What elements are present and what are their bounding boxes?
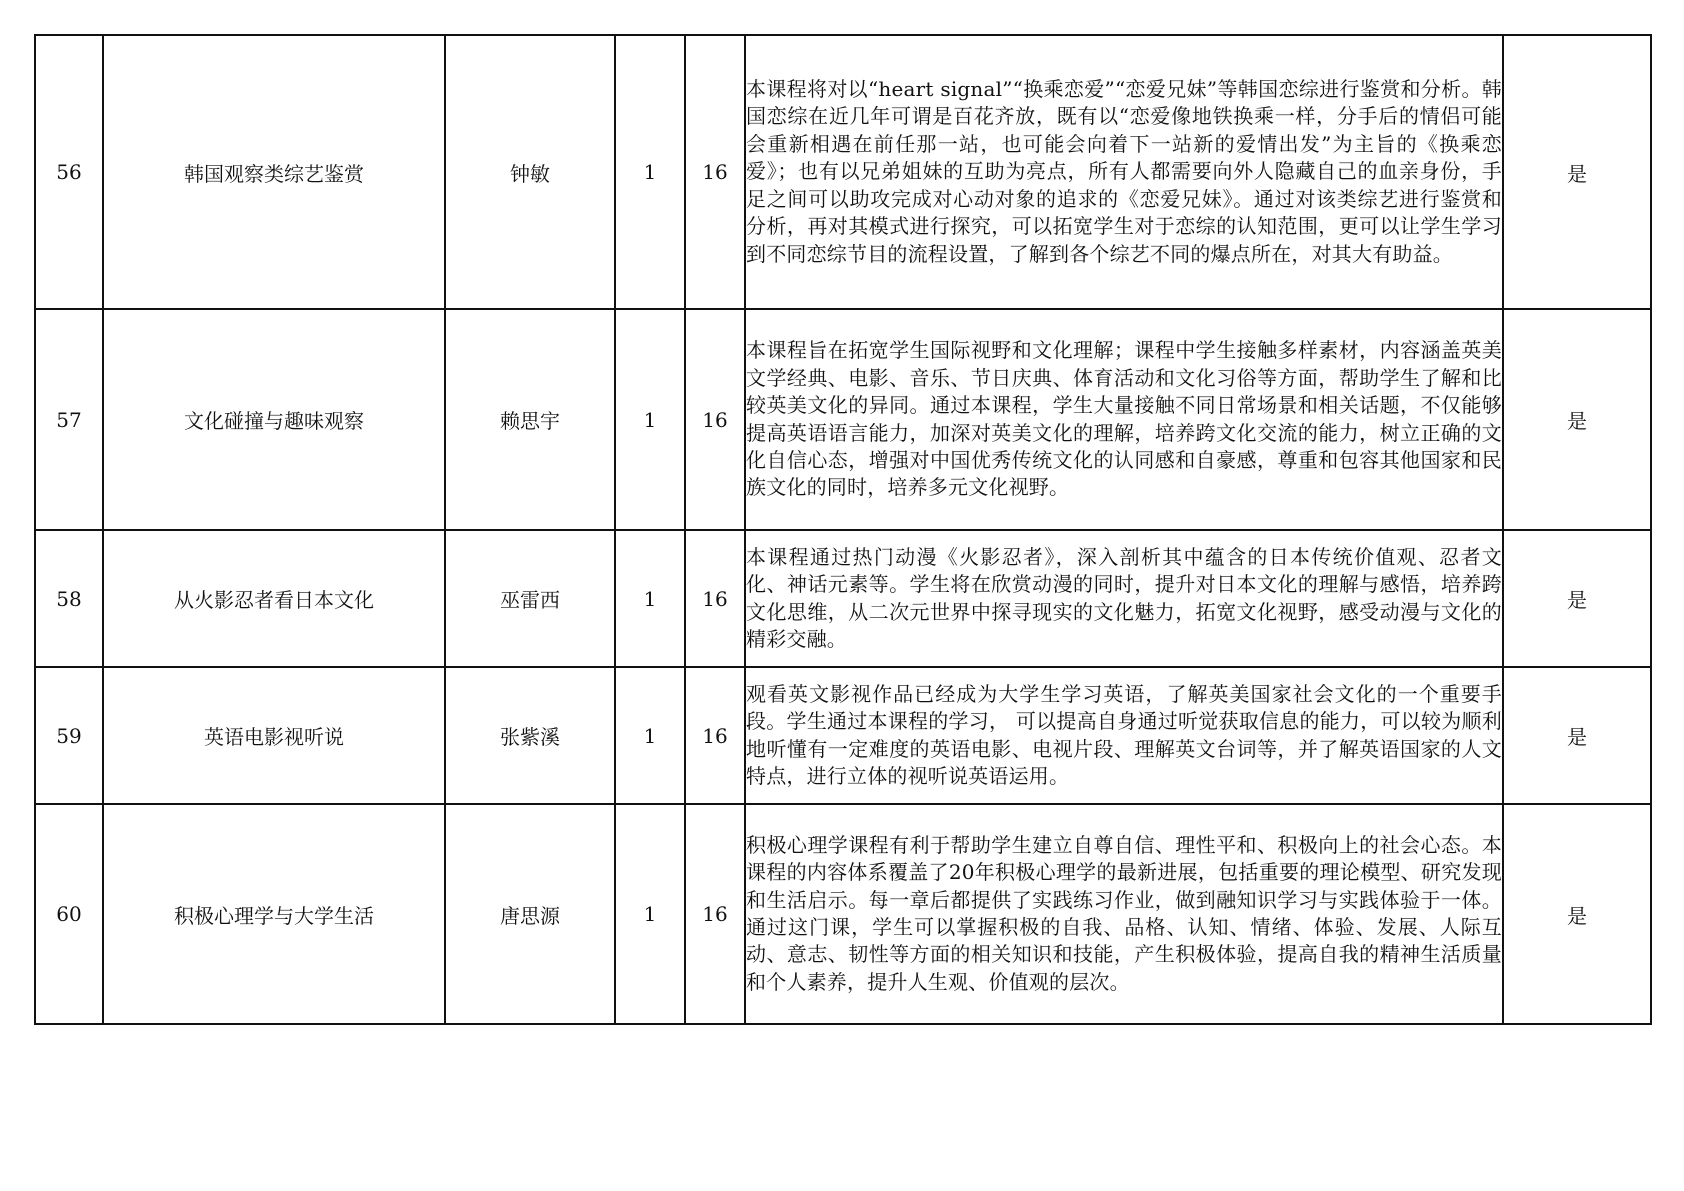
course-table: [34, 34, 1652, 1025]
flag: 是: [1503, 804, 1651, 1024]
row-number: 58: [35, 530, 103, 667]
credit: 1: [615, 35, 685, 309]
table-row: [35, 35, 1651, 309]
table-row: [35, 309, 1651, 530]
course-name: 文化碰撞与趣味观察: [103, 309, 445, 530]
course-description: 本课程通过热门动漫《火影忍者》，深入剖析其中蕴含的日本传统价值观、忍者文化、神话元素等。学生将在欣赏动漫的同时，提升对日本文化的理解与感悟，培养跨文化思维，从二次元世界中探寻现实的文化魅力，拓宽文化视野，感受动漫与文化的精彩交融。: [745, 530, 1503, 667]
hours: 16: [685, 35, 745, 309]
course-name: 英语电影视听说: [103, 667, 445, 804]
table-row: [35, 530, 1651, 667]
hours: 16: [685, 530, 745, 667]
course-description: 观看英文影视作品已经成为大学生学习英语，了解英美国家社会文化的一个重要手段。学生通过本课程的学习， 可以提高自身通过听觉获取信息的能力，可以较为顺利地听懂有一定难度的英语电影、电视片段、理解英文台词等，并了解英语国家的人文特点，进行立体的视听说英语运用。: [745, 667, 1503, 804]
flag: 是: [1503, 530, 1651, 667]
course-description: 本课程旨在拓宽学生国际视野和文化理解；课程中学生接触多样素材，内容涵盖英美文学经典、电影、音乐、节日庆典、体育活动和文化习俗等方面，帮助学生了解和比较英美文化的异同。通过本课程，学生大量接触不同日常场景和相关话题，不仅能够提高英语语言能力，加深对英美文化的理解，培养跨文化交流的能力，树立正确的文化自信心态，增强对中国优秀传统文化的认同感和自豪感，尊重和包容其他国家和民族文化的同时，培养多元文化视野。: [745, 309, 1503, 530]
teacher-name: 钟敏: [445, 35, 615, 309]
table-row: [35, 804, 1651, 1024]
hours: 16: [685, 804, 745, 1024]
teacher-name: 张紫溪: [445, 667, 615, 804]
hours: 16: [685, 667, 745, 804]
flag: 是: [1503, 309, 1651, 530]
credit: 1: [615, 530, 685, 667]
course-name: 韩国观察类综艺鉴赏: [103, 35, 445, 309]
teacher-name: 巫雷西: [445, 530, 615, 667]
row-number: 60: [35, 804, 103, 1024]
flag: 是: [1503, 667, 1651, 804]
course-name: 积极心理学与大学生活: [103, 804, 445, 1024]
course-description: 积极心理学课程有利于帮助学生建立自尊自信、理性平和、积极向上的社会心态。本课程的内容体系覆盖了20年积极心理学的最新进展，包括重要的理论模型、研究发现和生活启示。每一章后都提供了实践练习作业，做到融知识学习与实践体验于一体。通过这门课，学生可以掌握积极的自我、品格、认知、情绪、体验、发展、人际互动、意志、韧性等方面的相关知识和技能，产生积极体验，提高自我的精神生活质量和个人素养，提升人生观、价值观的层次。: [745, 804, 1503, 1024]
row-number: 59: [35, 667, 103, 804]
course-description: 本课程将对以“heart signal”“换乘恋爱”“恋爱兄妹”等韩国恋综进行鉴赏和分析。韩国恋综在近几年可谓是百花齐放，既有以“恋爱像地铁换乘一样，分手后的情侣可能会重新相遇在前任那一站，也可能会向着下一站新的爱情出发”为主旨的《换乘恋爱》；也有以兄弟姐妹的互助为亮点，所有人都需要向外人隐藏自己的血亲身份，手足之间可以助攻完成对心动对象的追求的《恋爱兄妹》。通过对该类综艺进行鉴赏和分析，再对其模式进行探究，可以拓宽学生对于恋综的认知范围，更可以让学生学习到不同恋综节目的流程设置，了解到各个综艺不同的爆点所在，对其大有助益。: [745, 35, 1503, 309]
teacher-name: 赖思宇: [445, 309, 615, 530]
credit: 1: [615, 309, 685, 530]
credit: 1: [615, 804, 685, 1024]
credit: 1: [615, 667, 685, 804]
flag: 是: [1503, 35, 1651, 309]
row-number: 57: [35, 309, 103, 530]
row-number: 56: [35, 35, 103, 309]
table-row: [35, 667, 1651, 804]
course-name: 从火影忍者看日本文化: [103, 530, 445, 667]
teacher-name: 唐思源: [445, 804, 615, 1024]
hours: 16: [685, 309, 745, 530]
